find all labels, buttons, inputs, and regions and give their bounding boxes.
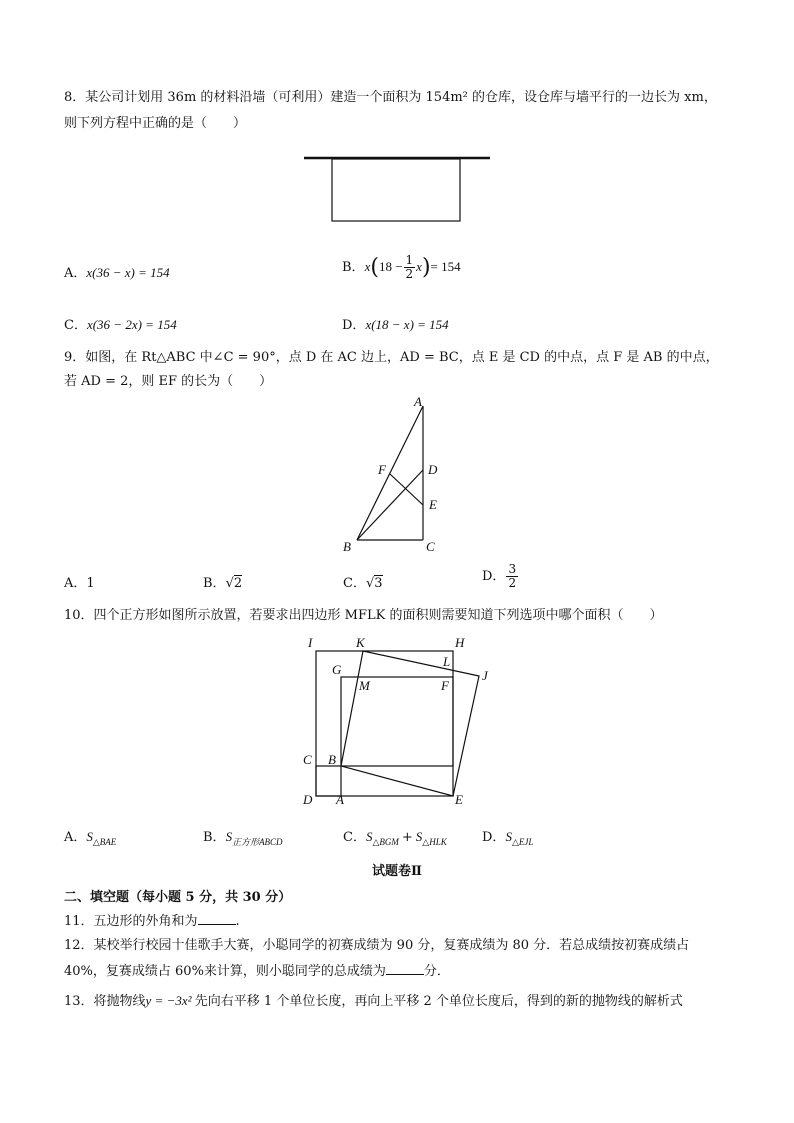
q8-text-line2: 则下列方程中正确的是（ ） [64,116,247,131]
label-d: D [303,792,313,807]
label-c: C [303,752,312,767]
q8-option-a[interactable]: A．x(36 − x) = 154 [64,265,170,281]
segment-bd [357,470,423,540]
label-g: G [332,662,342,677]
label-k: K [356,635,365,650]
q12-text-line1: 12．某校举行校园十佳歌手大赛，小聪同学的初赛成绩为 90 分，复赛成绩为 80 分．若总成绩按初赛成绩占 [64,938,690,953]
q10-option-c[interactable]: C．$S_{\triangle BGM} + S_{\triangle HLK}$ [343,829,447,847]
q9-option-a[interactable]: A．1 [64,576,95,591]
label-f: F [378,462,386,477]
label-j: J [482,668,488,683]
q9-option-c[interactable]: C．√3 [343,576,383,591]
label-b: B [328,752,336,767]
label-f: F [441,678,449,693]
side-ab [357,406,423,540]
label-h: H [455,635,465,650]
q12-answer-blank[interactable] [386,960,424,975]
q11-answer-blank[interactable] [198,910,236,925]
q8-text-line1: 8．某公司计划用 36m 的材料沿墙（可利用）建造一个面积为 154m² 的仓库，设仓库与墙平行的一边长为 xm， [64,90,717,105]
q9-text-line2: 若 AD = 2，则 EF 的长为（ ） [64,374,273,389]
label-e: E [455,792,463,807]
label-c: C [426,539,435,554]
q8-option-b[interactable]: B．x(18 − $\frac{1}{2}$ x)= 154 [342,253,461,281]
q10-option-a[interactable]: A．$S_{\triangle BAE}$ [64,829,117,847]
sqrt-icon: √ [225,576,234,591]
q8-warehouse-figure [300,150,500,230]
q9-option-d[interactable]: D． $\frac{3}{2}$ [482,562,517,590]
q8-option-d[interactable]: D．x(18 − x) = 154 [342,317,449,333]
q8-option-c[interactable]: C．x(36 − 2x) = 154 [64,317,177,333]
sqrt-icon: √ [365,576,375,591]
label-d: D [428,462,438,477]
warehouse-rect [332,159,460,221]
q10-text-line1: 10．四个正方形如图所示放置，若要求出四边形 MFLK 的面积则需要知道下列选项中哪个面积（ ） [64,608,663,623]
label-a: A [336,792,344,807]
q10-option-b[interactable]: B．$S_{正方形ABCD}$ [203,829,283,847]
q9-option-b[interactable]: B．√2 [203,576,243,591]
q9-text-line1: 9．如图，在 Rt△ABC 中∠C = 90°，点 D 在 AC 边上，AD = BC，点 E 是 CD 的中点，点 F 是 AB 的中点， [64,350,719,365]
q12-text-line2: 40%，复赛成绩占 60%来计算，则小聪同学的总成绩为 分． [64,960,450,979]
label-m: M [359,678,370,693]
square-bekj [341,651,479,796]
section-title: 试题卷Ⅱ [372,864,422,879]
label-a: A [414,394,422,409]
label-l: L [443,654,451,669]
q10-squares-figure [295,630,505,810]
section2-heading: 二、填空题（每小题 5 分，共 30 分） [64,890,292,905]
square-bgf [341,677,453,766]
label-e: E [429,497,437,512]
q9-triangle-figure [330,392,460,558]
q11-text: 11．五边形的外角和为 . [64,910,240,929]
q10-option-d[interactable]: D．$S_{\triangle EJL}$ [482,829,534,847]
label-i: I [308,635,313,650]
q13-text: 13．将抛物线y = −3x² 先向右平移 1 个单位长度，再向上平移 2 个单位长度后，得到的新的抛物线的解析式 [64,993,683,1009]
label-b: B [343,539,351,554]
